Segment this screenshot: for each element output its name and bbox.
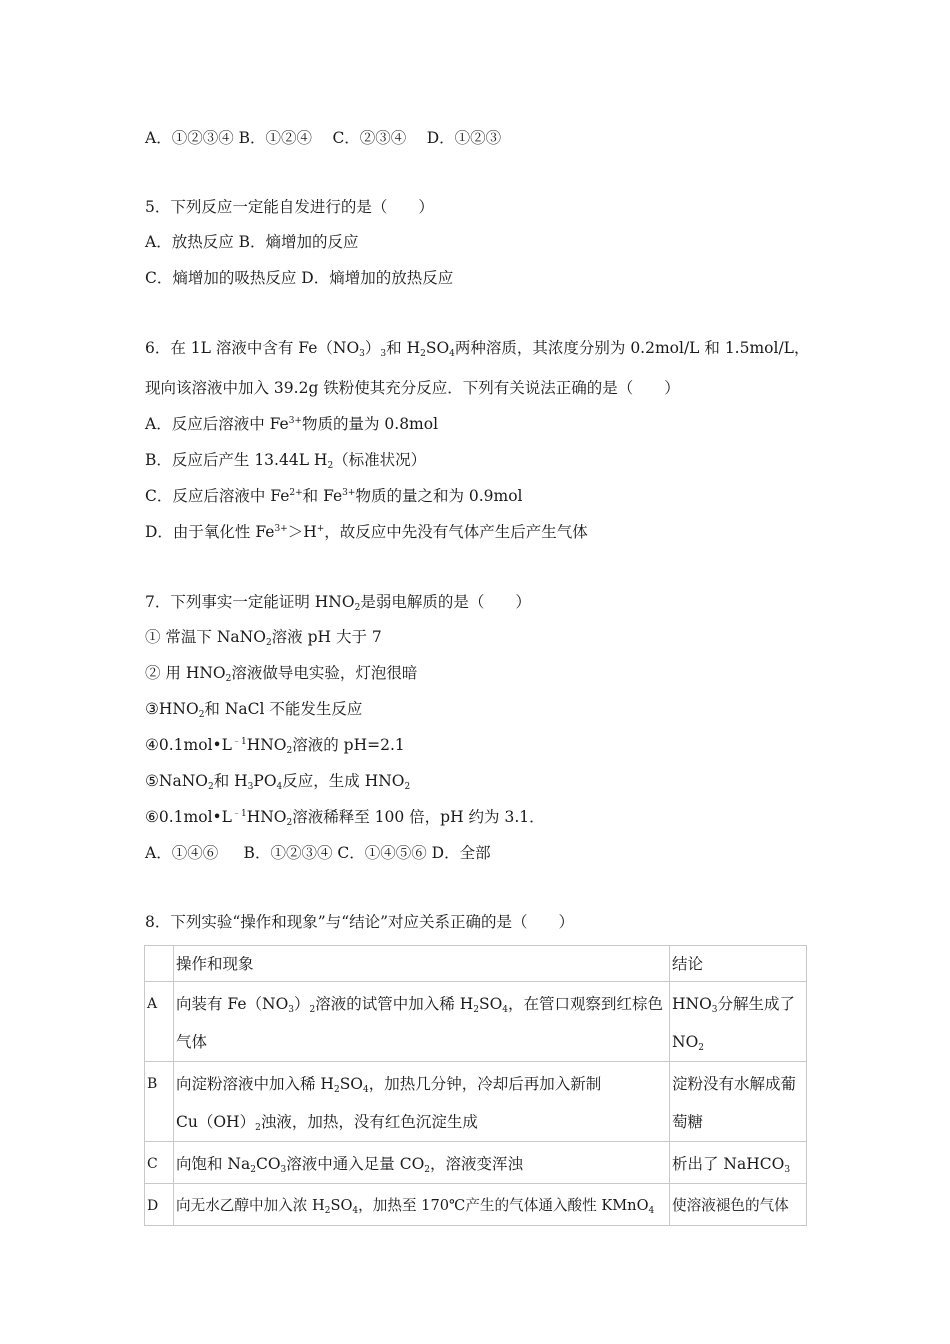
- row-operation: 向无水乙醇中加入浓 $H_2SO_4$，加热至 170℃产生的气体通入酸性 KMnO$_4$: [174, 1184, 670, 1226]
- table-header-row: [145, 946, 807, 982]
- q7-stem: 7．下列事实一定能证明 $HNO_2$是弱电解质的是（ ）: [145, 593, 531, 613]
- q7-item-6: $⑥0.1mol•L^{﹣1}HNO_2$溶液稀释至 100 倍，pH 约为 3.1．: [145, 808, 545, 828]
- q5-options-line2: C．熵增加的吸热反应 D．熵增加的放热反应: [145, 269, 454, 287]
- q5-options-line1: A．放热反应 B．熵增加的反应: [145, 233, 359, 251]
- q6-option-b: B．反应后产生 13.44L $H_2$（标准状况）: [145, 451, 427, 471]
- table-row: [145, 1062, 807, 1142]
- row-conclusion: 使溶液褪色的气体: [670, 1184, 807, 1226]
- row-conclusion: 淀粉没有水解成葡 萄糖: [670, 1062, 807, 1142]
- q7-item-1: ① 常温下 NaNO$_2$溶液 pH 大于 7: [145, 628, 382, 648]
- row-key: B: [145, 1062, 174, 1142]
- row-key: A: [145, 982, 174, 1062]
- q6-stem-line1: 6．在 1L 溶液中含有 $Fe(NO_3)_3$和 $H_2SO_4$两种溶质，其浓度分别为 0.2mol/L 和 1.5mol/L，: [145, 339, 810, 359]
- q6-stem-line2: 现向该溶液中加入 39.2g 铁粉使其充分反应．下列有关说法正确的是（ ）: [145, 379, 680, 397]
- q6-option-c: C．反应后溶液中 $Fe^{2+}$和 $Fe^{3+}$物质的量之和为 0.9mol: [145, 487, 523, 505]
- table-header-conclusion: 结论: [670, 946, 807, 982]
- row-conclusion: 析出了 NaHCO$_3$: [670, 1142, 807, 1184]
- table-header-operation: 操作和现象: [174, 946, 670, 982]
- row-conclusion: $HNO_3$分解生成了 $NO_2$: [670, 982, 807, 1062]
- table-row: [145, 1142, 807, 1184]
- q7-options: A．①④⑥ B．①②③④ C．①④⑤⑥ D．全部: [145, 844, 491, 862]
- q6-option-a: A．反应后溶液中 $Fe^{3+}$物质的量为 0.8mol: [145, 415, 439, 433]
- q7-item-4: $④0.1mol•L^{﹣1}HNO_2$溶液的 pH=2.1: [145, 736, 405, 756]
- table-row: [145, 982, 807, 1062]
- row-operation: 向饱和 $Na_2CO_3$溶液中通入足量 $CO_2$，溶液变浑浊: [174, 1142, 670, 1184]
- q8-table: [144, 945, 807, 1226]
- q7-item-5: ⑤NaNO$_2$和 $H_3PO_4$反应，生成 $HNO_2$: [145, 772, 411, 792]
- q5-stem: 5．下列反应一定能自发进行的是（ ）: [145, 198, 434, 216]
- row-key: D: [145, 1184, 174, 1226]
- table-cell-empty: [145, 946, 174, 982]
- q8-stem: 8．下列实验“操作和现象”与“结论”对应关系正确的是（ ）: [145, 913, 575, 931]
- q6-option-d: D．由于氧化性 $Fe^{3+}>H^+$，故反应中先没有气体产生后产生气体: [145, 523, 588, 541]
- row-operation: 向装有 $Fe(NO_3)_2$溶液的试管中加入稀 $H_2SO_4$，在管口观察到红棕色 气体: [174, 982, 670, 1062]
- table-row: [145, 1184, 807, 1226]
- row-operation: 向淀粉溶液中加入稀 $H_2SO_4$，加热几分钟，冷却后再加入新制 $Cu(OH)_2$浊液，加热，没有红色沉淀生成: [174, 1062, 670, 1142]
- row-key: C: [145, 1142, 174, 1184]
- q4-options: A．①②③④ B．①②④ C．②③④ D．①②③: [145, 129, 502, 147]
- q7-item-2: ② 用 $HNO_2$溶液做导电实验，灯泡很暗: [145, 664, 418, 684]
- q7-item-3: $③HNO_2$和 NaCl 不能发生反应: [145, 700, 363, 720]
